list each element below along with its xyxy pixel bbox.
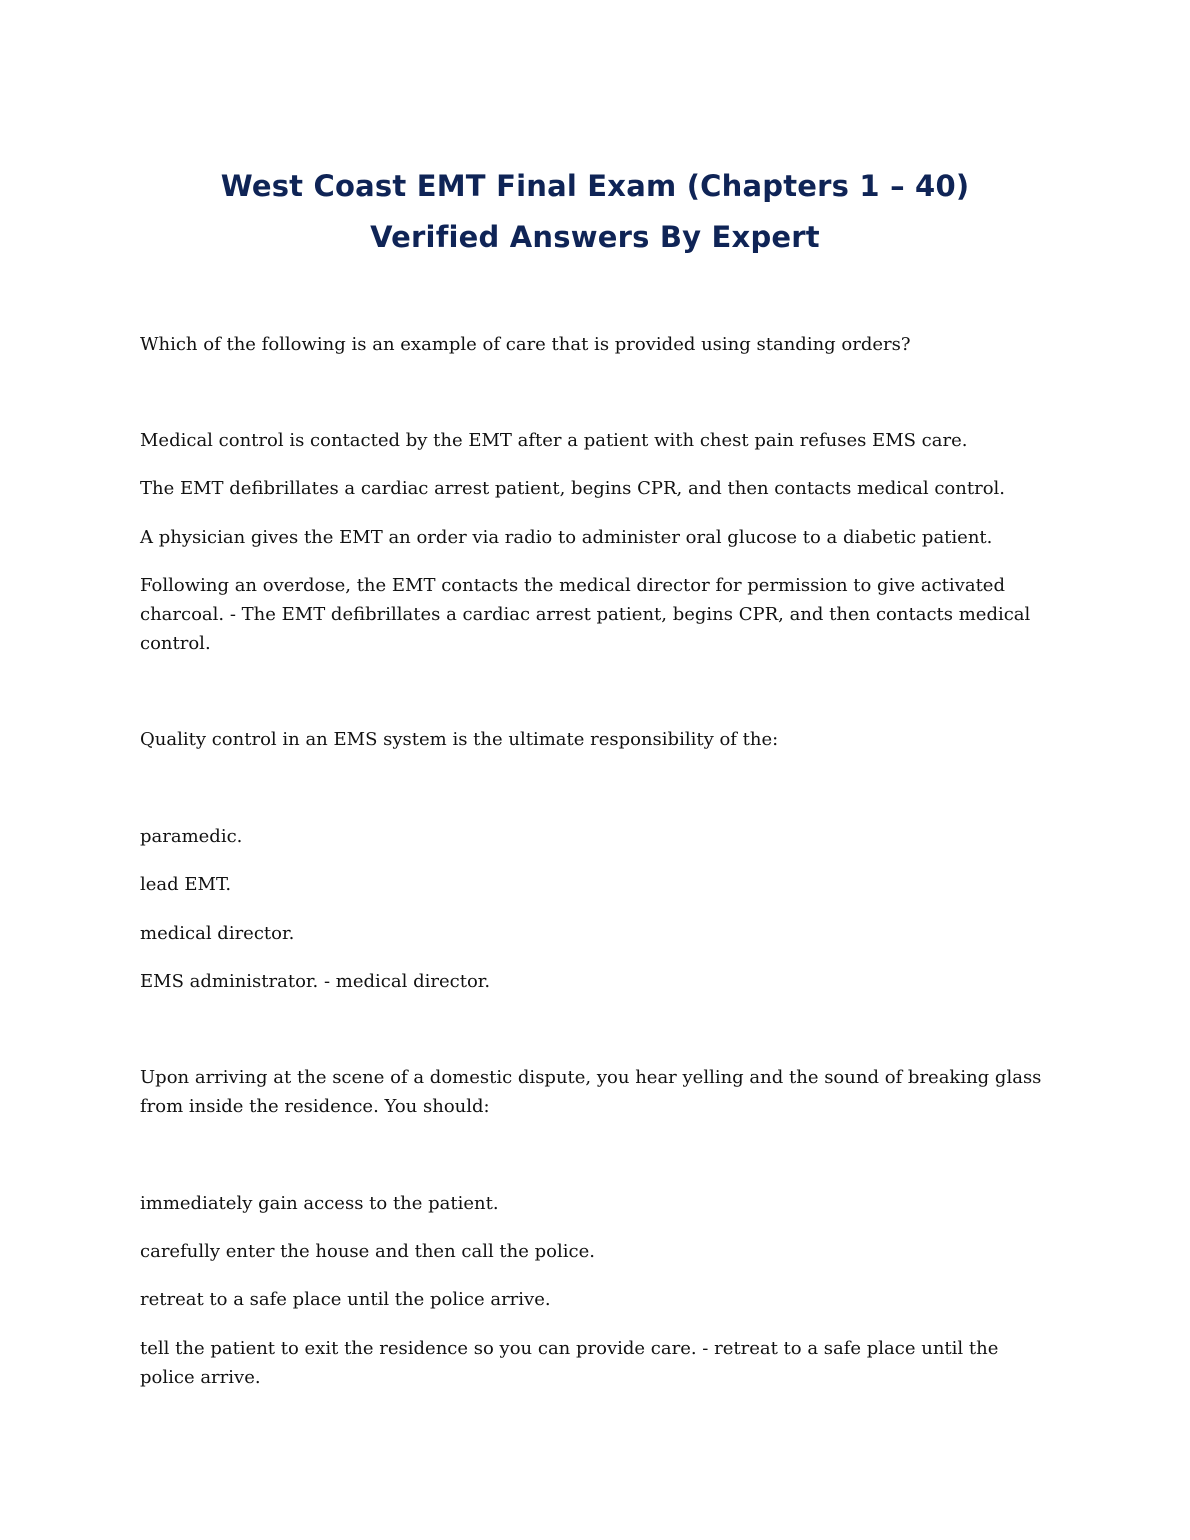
document-title	[0, 161, 1190, 263]
question-2-option-3: medical director.	[140, 923, 295, 944]
question-1-option-3: A physician gives the EMT an order via radio to administer oral glucose to a diabetic patient.	[140, 527, 993, 548]
question-1-option-2: The EMT defibrillates a cardiac arrest patient, begins CPR, and then contacts medical control.	[140, 478, 1006, 499]
question-1-option-1: Medical control is contacted by the EMT after a patient with chest pain refuses EMS care.	[140, 430, 968, 451]
question-3-option-2: carefully enter the house and then call the police.	[140, 1241, 595, 1262]
question-2-option-2: lead EMT.	[140, 874, 232, 895]
question-3-option-1: immediately gain access to the patient.	[140, 1193, 499, 1214]
question-2-option-1: paramedic.	[140, 826, 243, 847]
question-3-option-4-answer: tell the patient to exit the residence so you can provide care. - retreat to a safe place until the police arrive.	[140, 1338, 999, 1388]
question-1-text: Which of the following is an example of care that is provided using standing orders?	[140, 334, 911, 355]
question-3-option-3: retreat to a safe place until the police arrive.	[140, 1289, 551, 1310]
title-line-1: West Coast EMT Final Exam (Chapters 1 – 40)	[220, 169, 970, 204]
question-2-option-4-answer: EMS administrator. - medical director.	[140, 971, 491, 992]
question-3-text: Upon arriving at the scene of a domestic dispute, you hear yelling and the sound of breaking glass from inside the residence. You should:	[140, 1067, 1042, 1117]
question-1-option-4-answer: Following an overdose, the EMT contacts the medical director for permission to give activated charcoal. - The EMT defibrillates a cardiac arrest patient, begins CPR, and then contacts medical control.	[140, 575, 1031, 654]
title-line-2: Verified Answers By Expert	[370, 220, 820, 255]
question-2-text: Quality control in an EMS system is the ultimate responsibility of the:	[140, 729, 779, 750]
